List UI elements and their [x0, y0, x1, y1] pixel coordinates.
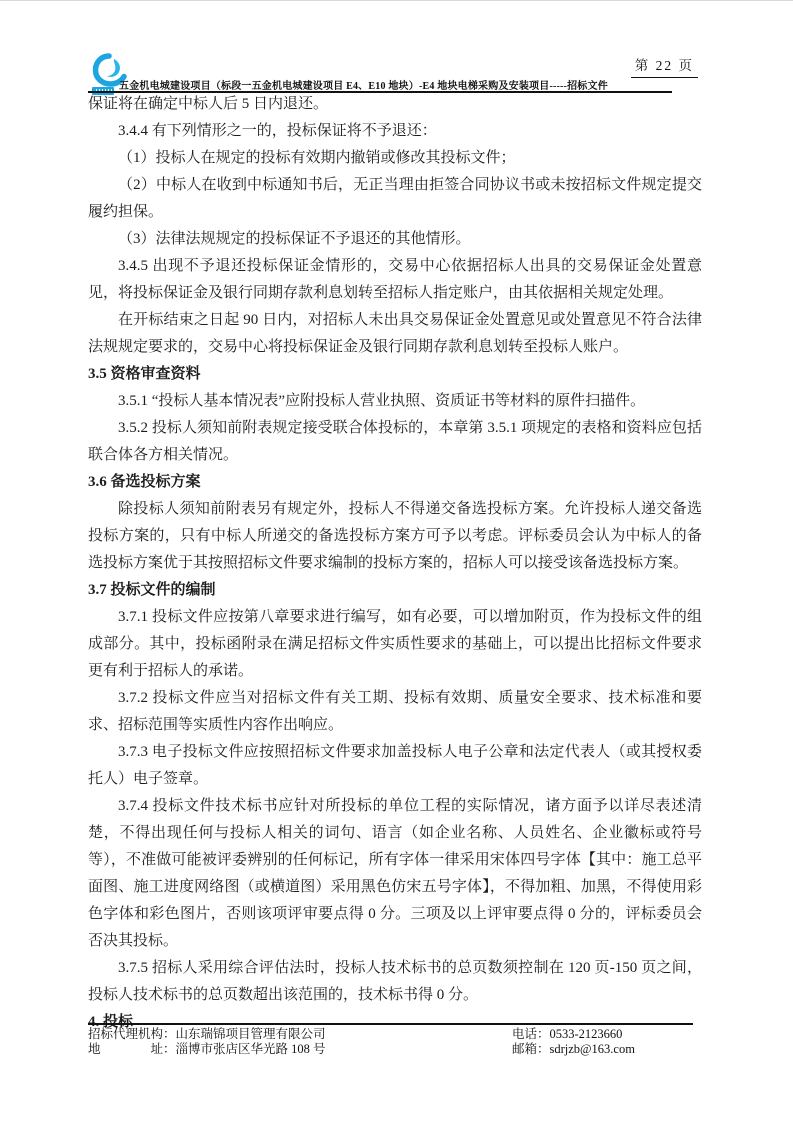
- paragraph: 3.7.2 投标文件应当对招标文件有关工期、投标有效期、质量安全要求、技术标准和要求、招标范围等实质性内容作出响应。: [88, 690, 702, 733]
- footer-row: [88, 1042, 708, 1057]
- paragraph: 3.5.2 投标人须知前附表规定接受联合体投标的，本章第 3.5.1 项规定的表格和资料应包括联合体各方相关情况。: [88, 420, 702, 463]
- footer-row: [88, 1027, 708, 1042]
- agency-name: 招标代理机构：山东瑞锦项目管理有限公司: [88, 1027, 326, 1041]
- agency-address: 地 址：淄博市张店区华光路 108 号: [88, 1041, 326, 1056]
- page-number: 第 22 页: [631, 54, 698, 78]
- footer-divider: [88, 1023, 693, 1025]
- paragraph: 保证将在确定中标人后 5 日内退还。: [88, 96, 329, 112]
- agency-email: 邮箱：sdrjzb@163.com: [512, 1041, 635, 1056]
- section-heading: 3.5 资格审查资料: [88, 366, 201, 382]
- section-heading: 3.7 投标文件的编制: [88, 582, 216, 598]
- agency-phone: 电话：0533-2123660: [512, 1027, 623, 1041]
- paragraph: 3.5.1 “投标人基本情况表”应附投标人营业执照、资质证书等材料的原件扫描件。: [118, 393, 646, 409]
- paragraph: （2）中标人在收到中标通知书后，无正当理由拒签合同协议书或未按招标文件规定提交履约担保。: [88, 177, 702, 220]
- document-footer: [88, 1027, 708, 1056]
- section-heading: 4. 投标: [88, 1014, 134, 1030]
- document-header-title: 五金机电城建设项目（标段一五金机电城建设项目 E4、E10 地块）-E4 地块电梯采购及安装项目-----招标文件: [119, 81, 608, 92]
- paragraph: 3.7.3 电子投标文件应按照招标文件要求加盖投标人电子公章和法定代表人（或其授权委托人）电子签章。: [88, 744, 702, 787]
- paragraph: 3.7.4 投标文件技术标书应针对所投标的单位工程的实际情况，诸方面予以详尽表述清楚，不得出现任何与投标人相关的词句、语言（如企业名称、人员姓名、企业徽标或符号等），不准做可能被评委辨别的任何标记，所有字体一律采用宋体四号字体【其中：施工总平面图、施工进度网络图（或横道图）采用黑色仿宋五号字体】，不得加粗、加黑，不得使用彩色字体和彩色图片，否则该项评审要点得 0 分。三项及以上评审要点得 0 分的，评标委员会否决其投标。: [88, 798, 702, 949]
- paragraph: 3.7.5 招标人采用综合评估法时，投标人技术标书的总页数须控制在 120 页-150 页之间，投标人技术标书的总页数超出该范围的，技术标书得 0 分。: [88, 960, 702, 1003]
- document-body: [88, 91, 702, 1036]
- paragraph: （1）投标人在规定的投标有效期内撤销或修改其投标文件；: [118, 150, 516, 166]
- section-heading: 3.6 备选投标方案: [88, 474, 201, 490]
- paragraph: 在开标结束之日起 90 日内，对招标人未出具交易保证金处置意见或处置意见不符合法律法规规定要求的，交易中心将投标保证金及银行同期存款利息划转至投标人账户。: [88, 312, 702, 355]
- paragraph: 除投标人须知前附表另有规定外，投标人不得递交备选投标方案。允许投标人递交备选投标方案的，只有中标人所递交的备选投标方案方可予以考虑。评标委员会认为中标人的备选投标方案优于其按照招标文件要求编制的投标方案的，招标人可以接受该备选投标方案。: [88, 501, 702, 571]
- paragraph: 3.4.5 出现不予退还投标保证金情形的，交易中心依据招标人出具的交易保证金处置意见，将投标保证金及银行同期存款利息划转至招标人指定账户，由其依据相关规定处理。: [88, 258, 702, 301]
- paragraph: 3.7.1 投标文件应按第八章要求进行编写，如有必要，可以增加附页，作为投标文件的组成部分。其中，投标函附录在满足招标文件实质性要求的基础上，可以提出比招标文件要求更有利于招标人的承诺。: [88, 609, 702, 679]
- paragraph: （3）法律法规规定的投标保证不予退还的其他情形。: [118, 231, 471, 247]
- paragraph: 3.4.4 有下列情形之一的，投标保证将不予退还：: [118, 123, 437, 139]
